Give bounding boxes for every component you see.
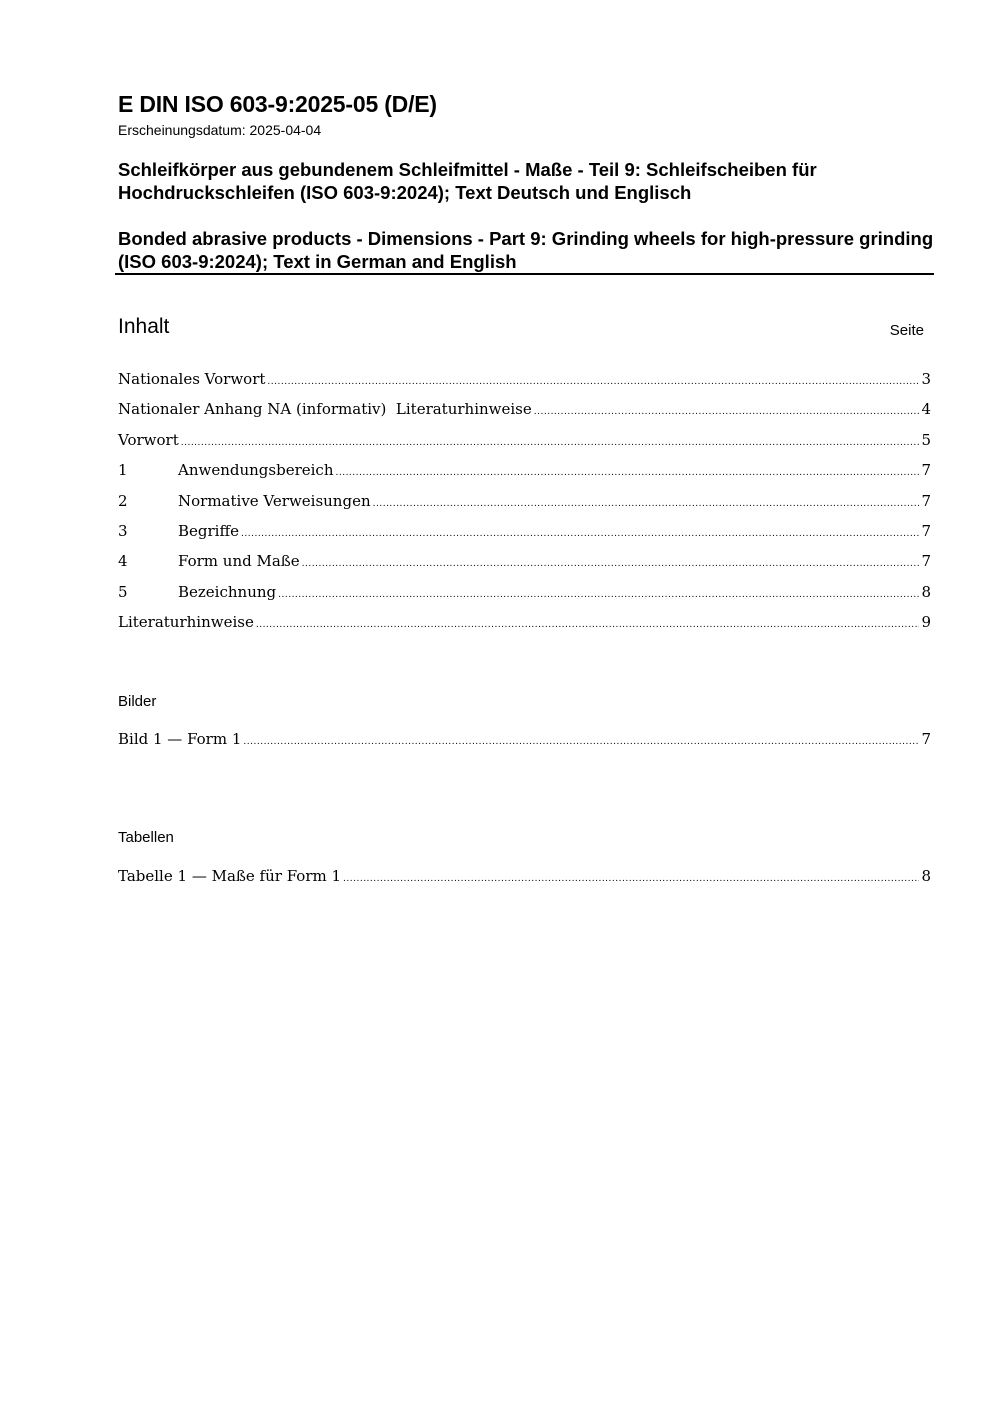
title-divider — [115, 273, 934, 275]
toc-entry-number: 1 — [118, 461, 128, 480]
toc-entry-label: Anwendungsbereich — [178, 461, 334, 480]
toc-entry-page: 7 — [921, 552, 931, 571]
toc-entry-label: Nationales Vorwort — [118, 370, 266, 388]
dot-leader — [243, 738, 919, 747]
title-german: Schleifkörper aus gebundenem Schleifmittel - Maße - Teil 9: Schleifscheiben für Hochdruckschleifen (ISO 603-9:2024); Text Deutsch und Englisch — [118, 159, 817, 203]
toc-entry-label: Vorwort — [118, 430, 179, 449]
toc-entry-page: 3 — [921, 370, 931, 388]
dot-leader — [181, 439, 920, 448]
toc-entry-label: Normative Verweisungen — [178, 491, 371, 510]
toc-entry[interactable] — [118, 431, 931, 461]
toc-entry[interactable] — [118, 613, 931, 643]
dot-leader — [534, 408, 920, 417]
toc-entry-page: 5 — [921, 430, 931, 449]
toc-heading: Inhalt — [118, 315, 170, 338]
dot-leader — [302, 560, 920, 569]
figures-heading: Bilder — [118, 693, 157, 710]
figure-entry[interactable] — [118, 730, 931, 760]
table-entry-page: 8 — [921, 867, 931, 885]
toc-entry-page: 9 — [921, 613, 931, 632]
toc-entry-page: 8 — [921, 582, 931, 601]
table-entry[interactable] — [118, 867, 931, 897]
document-id: E DIN ISO 603-9:2025-05 (D/E) — [118, 91, 437, 117]
toc-entry[interactable] — [118, 370, 931, 400]
toc-entry[interactable] — [118, 583, 931, 613]
dot-leader — [278, 591, 919, 600]
publication-date: Erscheinungsdatum: 2025-04-04 — [118, 122, 322, 138]
figures-list — [118, 730, 931, 760]
title-english: Bonded abrasive products - Dimensions - Part 9: Grinding wheels for high-pressure grinding (ISO 603-9:2024); Text in German and English — [118, 228, 934, 272]
toc-entry[interactable] — [118, 461, 931, 491]
tables-heading: Tabellen — [118, 829, 174, 846]
tables-list — [118, 867, 931, 897]
toc-entry-label: Bezeichnung — [178, 582, 277, 601]
dot-leader — [241, 530, 919, 539]
toc-entry[interactable] — [118, 400, 931, 430]
toc-entry[interactable] — [118, 552, 931, 582]
toc-entry-number: 3 — [118, 521, 128, 540]
toc-entry-label: Begriffe — [178, 521, 240, 540]
table-entry-label: Tabelle 1 — Maße für Form 1 — [118, 867, 342, 885]
toc-entry-number: 2 — [118, 491, 128, 510]
dot-leader — [335, 469, 919, 478]
toc-entry-label: Form und Maße — [178, 552, 300, 571]
toc-entry-page: 7 — [921, 491, 931, 510]
page-column-label: Seite — [889, 322, 924, 339]
dot-leader — [256, 621, 920, 630]
dot-leader — [373, 500, 920, 509]
toc-entry-page: 7 — [921, 461, 931, 480]
toc-entry-page: 4 — [921, 400, 931, 419]
toc-entry[interactable] — [118, 492, 931, 522]
toc-entry[interactable] — [118, 522, 931, 552]
toc-entry-label: Nationaler Anhang NA (informativ) Literaturhinweise — [118, 400, 532, 419]
dot-leader — [343, 875, 919, 884]
figure-entry-label: Bild 1 — Form 1 — [118, 730, 242, 748]
toc-entry-number: 5 — [118, 582, 128, 601]
toc-entry-page: 7 — [921, 521, 931, 540]
toc-entry-label: Literaturhinweise — [118, 613, 254, 632]
figure-entry-page: 7 — [921, 730, 931, 748]
toc-entry-number: 4 — [118, 552, 128, 571]
toc-list — [118, 370, 931, 644]
dot-leader — [267, 378, 919, 387]
